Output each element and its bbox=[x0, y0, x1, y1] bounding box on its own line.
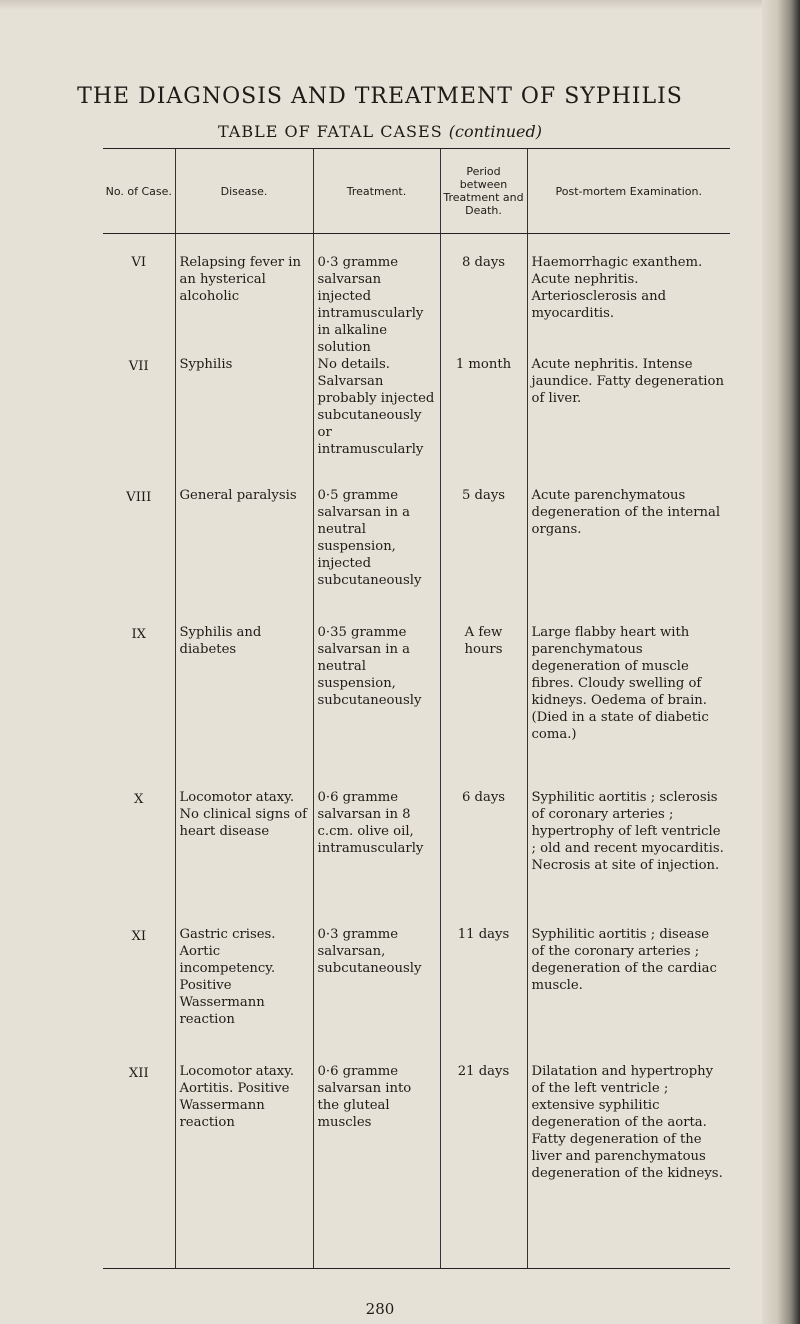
period-cell: 11 days bbox=[440, 926, 527, 1063]
postmortem-cell: Haemorrhagic exanthem. Acute nephritis. Arteriosclerosis and myocarditis. bbox=[527, 234, 730, 357]
page-number: 280 bbox=[365, 1300, 395, 1318]
header-row bbox=[103, 149, 730, 234]
table-row bbox=[103, 234, 730, 357]
case-number-cell: VIII bbox=[126, 490, 152, 505]
case-number-cell: XII bbox=[103, 1063, 175, 1268]
disease-cell: Gastric crises. Aortic incompetency. Positive Wassermann reaction bbox=[175, 926, 313, 1063]
fatal-cases-table-wrap bbox=[103, 148, 730, 1269]
disease-cell: Syphilis and diabetes bbox=[175, 624, 313, 789]
period-cell: 1 month bbox=[440, 356, 527, 487]
postmortem-cell: Syphilitic aortitis ; sclerosis of coronary arteries ; hypertrophy of left ventricle ; old and recent myocarditis. Necrosis at site of injection. bbox=[527, 789, 730, 926]
table-row bbox=[103, 1063, 730, 1268]
period-cell: 5 days bbox=[440, 487, 527, 624]
postmortem-cell: Acute nephritis. Intense jaundice. Fatty degeneration of liver. bbox=[527, 356, 730, 487]
postmortem-cell: Acute parenchymatous degeneration of the internal organs. bbox=[527, 487, 730, 624]
treatment-cell: 0·3 gramme salvarsan, subcutaneously bbox=[313, 926, 440, 1063]
treatment-cell: 0·5 gramme salvarsan in a neutral suspension, injected subcutaneously bbox=[313, 487, 440, 624]
disease-cell: General paralysis bbox=[175, 487, 313, 624]
postmortem-cell: Dilatation and hypertrophy of the left ventricle ; extensive syphilitic degeneration of the aorta. Fatty degeneration of the liver and parenchymatous degeneration of the kidneys. bbox=[527, 1063, 730, 1268]
treatment-cell: 0·35 gramme salvarsan in a neutral suspension, subcutaneously bbox=[313, 624, 440, 789]
treatment-cell: 0·6 gramme salvarsan in 8 c.cm. olive oil, intramuscularly bbox=[313, 789, 440, 926]
table-caption bbox=[0, 122, 760, 141]
header-postmortem: Post-mortem Examination. bbox=[527, 149, 730, 234]
disease-cell: Relapsing fever in an hysterical alcoholic bbox=[175, 234, 313, 357]
fatal-cases-table bbox=[103, 148, 730, 1269]
treatment-cell: 0·6 gramme salvarsan into the gluteal muscles bbox=[313, 1063, 440, 1268]
period-cell: 21 days bbox=[440, 1063, 527, 1268]
period-cell: 8 days bbox=[440, 234, 527, 357]
disease-cell: Syphilis bbox=[175, 356, 313, 487]
table-row bbox=[103, 624, 730, 789]
case-number-cell: VI bbox=[131, 255, 147, 270]
table-caption-main: TABLE OF FATAL CASES bbox=[218, 122, 443, 141]
header-disease: Disease. bbox=[175, 149, 313, 234]
table-row bbox=[103, 789, 730, 926]
page-title: THE DIAGNOSIS AND TREATMENT OF SYPHILIS bbox=[77, 84, 683, 109]
header-period: Period between Treatment and Death. bbox=[440, 149, 527, 234]
table-row bbox=[103, 487, 730, 624]
treatment-cell: No details. Salvarsan probably injected subcutaneously or intramuscularly bbox=[313, 356, 440, 487]
header-case-number: No. of Case. bbox=[103, 149, 175, 234]
case-number-cell: VII bbox=[128, 359, 149, 374]
period-cell: 6 days bbox=[440, 789, 527, 926]
table-body bbox=[103, 234, 730, 1269]
postmortem-cell: Syphilitic aortitis ; disease of the coronary arteries ; degeneration of the cardiac muscle. bbox=[527, 926, 730, 1063]
table-row bbox=[103, 926, 730, 1063]
book-spine-shadow bbox=[762, 0, 800, 1324]
table-header bbox=[103, 149, 730, 234]
treatment-cell: 0·3 gramme salvarsan injected intramuscularly in alkaline solution bbox=[313, 234, 440, 357]
case-number-cell: X bbox=[134, 792, 144, 807]
page-edge-top bbox=[0, 0, 800, 10]
case-number-cell: XI bbox=[131, 929, 147, 944]
header-treatment: Treatment. bbox=[313, 149, 440, 234]
table-row bbox=[103, 356, 730, 487]
table-caption-suffix: (continued) bbox=[448, 122, 542, 141]
case-number-cell: IX bbox=[131, 627, 147, 642]
postmortem-cell: Large flabby heart with parenchymatous degeneration of muscle fibres. Cloudy swelling of kidneys. Oedema of brain. (Died in a state of diabetic coma.) bbox=[527, 624, 730, 789]
disease-cell: Locomotor ataxy. No clinical signs of heart disease bbox=[175, 789, 313, 926]
period-cell: A few hours bbox=[440, 624, 527, 789]
disease-cell: Locomotor ataxy. Aortitis. Positive Wassermann reaction bbox=[175, 1063, 313, 1268]
